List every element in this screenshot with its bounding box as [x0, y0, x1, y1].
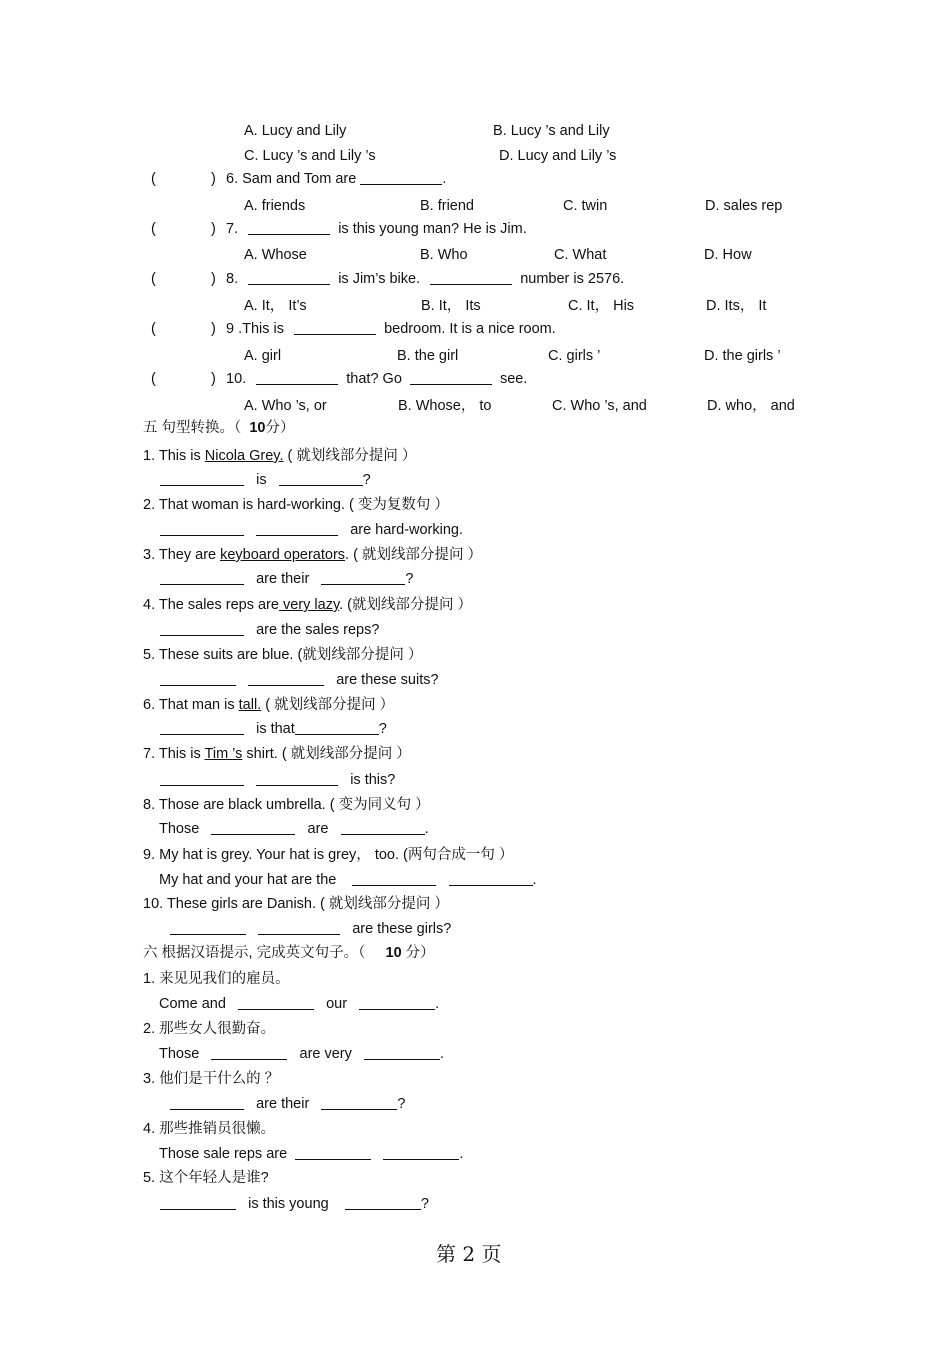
answer-end: .: [424, 821, 429, 837]
answer-blank[interactable]: [170, 1095, 244, 1110]
answer-line: [170, 1095, 405, 1113]
answer-text-mid: are: [307, 821, 329, 837]
prompt: [143, 596, 472, 614]
answer-paren-open: (: [151, 371, 156, 387]
prompt-text: 6. That man is: [143, 697, 239, 713]
underlined-part: very lazy: [278, 597, 340, 613]
section-5-heading: [143, 419, 294, 437]
answer-blank[interactable]: [256, 771, 338, 786]
answer-end: .: [439, 1046, 445, 1062]
answer-line: [160, 720, 387, 738]
prompt-chinese: 4. 那些推销员很懒。: [143, 1121, 276, 1137]
q9-option-c: C. girls ’: [548, 348, 601, 364]
section-score: 10: [249, 420, 266, 436]
answer-blank[interactable]: [449, 871, 533, 886]
q5-option-c: C. Lucy ’s and Lily ’s: [244, 148, 376, 164]
answer-paren-open: (: [151, 271, 156, 287]
answer-blank[interactable]: [321, 570, 405, 585]
stem-text-end: bedroom. It is a nice room.: [384, 321, 556, 337]
answer-end: .: [435, 996, 440, 1012]
answer-line: [159, 995, 439, 1013]
question-stem: [226, 370, 527, 388]
q8-option-d: D. Its， It: [706, 298, 767, 314]
prompt: 2. That woman is hard-working. ( 变为复数句 ）: [143, 497, 449, 513]
answer-end: ?: [378, 721, 387, 737]
answer-blank[interactable]: [364, 1045, 440, 1060]
prompt: [143, 546, 482, 564]
underlined-part: Nicola Grey.: [204, 448, 284, 464]
answer-text: are these girls?: [352, 921, 452, 937]
prompt-chinese: 5. 这个年轻人是谁?: [143, 1170, 269, 1186]
answer-line: [160, 771, 395, 789]
prompt: 8. Those are black umbrella. ( 变为同义句 ）: [143, 797, 430, 813]
answer-line: [159, 820, 429, 838]
answer-blank[interactable]: [430, 270, 512, 285]
answer-blank[interactable]: [238, 995, 314, 1010]
answer-blank[interactable]: [248, 220, 330, 235]
prompt: 5. These suits are blue. (就划线部分提问 ）: [143, 647, 423, 663]
q10-option-b: B. Whose， to: [398, 398, 492, 414]
answer-line: [159, 871, 537, 889]
answer-blank[interactable]: [211, 1045, 287, 1060]
answer-blank[interactable]: [160, 570, 244, 585]
answer-blank[interactable]: [321, 1095, 397, 1110]
answer-end: ?: [420, 1196, 429, 1212]
prompt: [143, 447, 416, 465]
answer-text: are these suits?: [336, 672, 439, 688]
answer-line: [170, 920, 451, 938]
answer-line: [159, 1045, 444, 1063]
answer-blank[interactable]: [160, 1195, 236, 1210]
answer-text: are the sales reps?: [256, 622, 380, 638]
answer-blank[interactable]: [256, 521, 338, 536]
prompt-instruction: shirt. ( 就划线部分提问 ）: [242, 746, 411, 762]
stem-text-end: see.: [499, 371, 528, 387]
q5-option-a: A. Lucy and Lily: [244, 123, 347, 139]
answer-end: ?: [405, 571, 414, 587]
answer-text: Those: [159, 821, 200, 837]
section-heading-unit: 分）: [265, 420, 295, 436]
q10-option-a: A. Who ’s, or: [244, 398, 327, 414]
answer-text: Those: [159, 1046, 200, 1062]
answer-blank[interactable]: [160, 671, 236, 686]
answer-blank[interactable]: [294, 320, 376, 335]
answer-line: [159, 1145, 463, 1163]
prompt: [143, 745, 411, 763]
answer-blank[interactable]: [160, 771, 244, 786]
answer-blank[interactable]: [248, 270, 330, 285]
answer-blank[interactable]: [211, 820, 295, 835]
q6-option-c: C. twin: [563, 198, 608, 214]
prompt-text: 7. This is: [143, 746, 205, 762]
prompt-chinese: 1. 来见见我们的雇员。: [143, 971, 290, 987]
question-stem: [226, 270, 624, 288]
prompt: 9. My hat is grey. Your hat is grey， too. (两句合成一句 ）: [143, 847, 514, 863]
section-6-heading: [143, 944, 435, 962]
answer-text: is this?: [350, 772, 396, 788]
answer-blank[interactable]: [160, 621, 244, 636]
underlined-part: keyboard operators: [220, 547, 346, 563]
answer-blank[interactable]: [248, 671, 324, 686]
answer-paren-open: (: [151, 221, 156, 237]
answer-end: .: [532, 872, 537, 888]
stem-text: 9 .This is: [226, 321, 285, 337]
stem-text-end: .: [442, 171, 447, 187]
q10-option-d: D. who， and: [707, 398, 795, 414]
answer-paren-close: ): [211, 321, 216, 337]
answer-end: .: [459, 1146, 464, 1162]
answer-text: is this young: [248, 1196, 329, 1212]
answer-blank[interactable]: [258, 920, 340, 935]
q8-option-b: B. It， Its: [421, 298, 481, 314]
q6-option-b: B. friend: [420, 198, 474, 214]
answer-paren-close: ): [211, 171, 216, 187]
q7-option-a: A. Whose: [244, 247, 307, 263]
answer-line: [160, 570, 413, 588]
answer-blank[interactable]: [341, 820, 425, 835]
q7-option-d: D. How: [704, 247, 752, 263]
q10-option-c: C. Who ’s, and: [552, 398, 647, 414]
answer-text: Come and: [159, 996, 226, 1012]
answer-end: ?: [397, 1096, 406, 1112]
stem-text: 6. Sam and Tom are: [226, 171, 357, 187]
answer-text: are their: [256, 1096, 310, 1112]
prompt-instruction: . (就划线部分提问 ）: [339, 597, 473, 613]
section-score: 10: [385, 945, 402, 961]
stem-text-end: number is 2576.: [520, 271, 625, 287]
answer-line: [160, 471, 371, 489]
answer-line: [160, 621, 379, 639]
answer-paren-close: ): [211, 221, 216, 237]
prompt: [143, 696, 394, 714]
q8-option-a: A. It， It’s: [244, 298, 307, 314]
answer-blank[interactable]: [256, 370, 338, 385]
prompt-text: 1. This is: [143, 448, 205, 464]
q9-option-a: A. girl: [244, 348, 282, 364]
answer-blank[interactable]: [160, 471, 244, 486]
question-stem: [226, 220, 527, 238]
question-number: 7.: [226, 221, 239, 237]
answer-text: is that: [256, 721, 295, 737]
section-heading-unit: 分）: [405, 945, 435, 961]
stem-text: is Jim’s bike.: [338, 271, 421, 287]
answer-blank[interactable]: [170, 920, 246, 935]
answer-end: ?: [362, 472, 371, 488]
answer-blank[interactable]: [383, 1145, 459, 1160]
q7-option-c: C. What: [554, 247, 607, 263]
answer-text: are their: [256, 571, 310, 587]
answer-blank[interactable]: [360, 170, 442, 185]
prompt-text: 4. The sales reps are: [143, 597, 279, 613]
question-stem: [226, 170, 446, 188]
prompt-instruction: ( 就划线部分提问 ）: [283, 448, 417, 464]
q6-option-a: A. friends: [244, 198, 306, 214]
question-number: 10.: [226, 371, 247, 387]
stem-text: is this young man? He is Jim.: [338, 221, 527, 237]
answer-line: [160, 521, 463, 539]
answer-blank[interactable]: [345, 1195, 421, 1210]
answer-blank[interactable]: [295, 1145, 371, 1160]
answer-text: My hat and your hat are the: [159, 872, 337, 888]
underlined-part: Tim ’s: [204, 746, 243, 762]
section-heading-text: 六 根据汉语提示, 完成英文句子。（: [143, 945, 366, 961]
section-heading-text: 五 句型转换。（: [143, 420, 242, 436]
q5-option-b: B. Lucy ’s and Lily: [493, 123, 610, 139]
question-number: 8.: [226, 271, 239, 287]
page-number: 第 2 页: [436, 1242, 502, 1266]
answer-text: are hard-working.: [350, 522, 464, 538]
answer-blank[interactable]: [359, 995, 435, 1010]
answer-paren-close: ): [211, 271, 216, 287]
answer-line: [160, 671, 439, 689]
q7-option-b: B. Who: [420, 247, 468, 263]
underlined-part: tall.: [238, 697, 262, 713]
answer-blank[interactable]: [160, 720, 244, 735]
answer-blank[interactable]: [352, 871, 436, 886]
q9-option-b: B. the girl: [397, 348, 459, 364]
q5-option-d: D. Lucy and Lily ’s: [499, 148, 617, 164]
answer-text-mid: are very: [299, 1046, 352, 1062]
prompt-text: 3. They are: [143, 547, 221, 563]
answer-paren-open: (: [151, 321, 156, 337]
answer-paren-close: ): [211, 371, 216, 387]
prompt-chinese: 2. 那些女人很勤奋。: [143, 1021, 276, 1037]
answer-blank[interactable]: [295, 720, 379, 735]
answer-blank[interactable]: [279, 471, 363, 486]
answer-blank[interactable]: [410, 370, 492, 385]
prompt-instruction: . ( 就划线部分提问 ）: [345, 547, 482, 563]
stem-text: that? Go: [346, 371, 402, 387]
prompt: 10. These girls are Danish. ( 就划线部分提问 ）: [143, 896, 449, 912]
q6-option-d: D. sales rep: [705, 198, 783, 214]
answer-line: [160, 1195, 429, 1213]
q8-option-c: C. It， His: [568, 298, 635, 314]
answer-text-mid: our: [326, 996, 348, 1012]
prompt-chinese: 3. 他们是干什么的 ？: [143, 1071, 280, 1087]
answer-text: Those sale reps are: [159, 1146, 288, 1162]
prompt-instruction: ( 就划线部分提问 ）: [261, 697, 395, 713]
q9-option-d: D. the girls ’: [704, 348, 781, 364]
question-stem: [226, 320, 556, 338]
answer-blank[interactable]: [160, 521, 244, 536]
answer-paren-open: (: [151, 171, 156, 187]
answer-text: is: [256, 472, 267, 488]
